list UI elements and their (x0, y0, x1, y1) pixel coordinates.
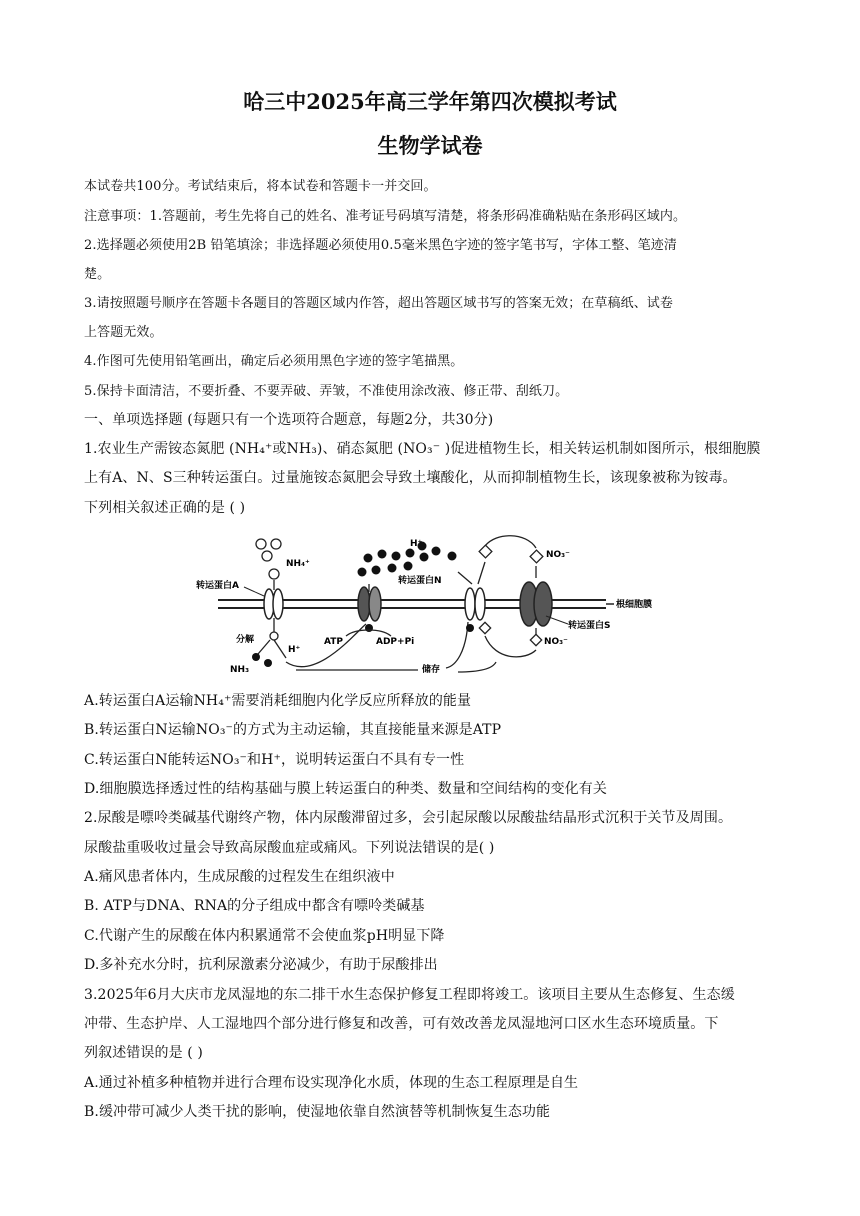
q1-stem-line-1: 1.农业生产需铵态氮肥 (NH₄⁺或NH₃)、硝态氮肥 (NO₃⁻ )促进植物生长，相关转运机制如图所示，根细胞膜 (84, 441, 761, 457)
q1-option-c: C.转运蛋白N能转运NO₃⁻和H⁺，说明转运蛋白不具有专一性 (84, 752, 465, 768)
q3-stem-line-1: 3.2025年6月大庆市龙凤湿地的东二排干水生态保护修复工程即将竣工。该项目主要从生态修复、生态缓 (84, 987, 735, 1003)
exam-subtitle: 生物学试卷 (377, 133, 483, 158)
instructions-note-2: 2.选择题必须使用2B 铅笔填涂；非选择题必须使用0.5毫米黑色字迹的签字笔书写，字体工整、笔迹清 (84, 238, 677, 253)
transporter-n (465, 588, 485, 620)
q1-option-b: B.转运蛋白N运输NO₃⁻的方式为主动运输，其直接能量来源是ATP (84, 722, 502, 738)
q2-stem-line-1: 2.尿酸是嘌呤类碱基代谢终产物，体内尿酸滞留过多，会引起尿酸以尿酸盐结晶形式沉积于关节及周围。 (84, 810, 733, 826)
q1-option-d: D.细胞膜选择透过性的结构基础与膜上转运蛋白的种类、数量和空间结构的变化有关 (84, 781, 607, 797)
no3-top-label: NO₃⁻ (546, 550, 570, 560)
q1-transport-diagram (196, 532, 700, 682)
membrane-label: 根细胞膜 (616, 600, 653, 610)
h-ion-top-label: H⁺ (410, 539, 423, 549)
adp-label: ADP+Pi (376, 637, 415, 647)
transporter-s (520, 582, 552, 626)
q2-option-b: B. ATP与DNA、RNA的分子组成中都含有嘌呤类碱基 (84, 898, 425, 914)
q1-stem-line-3: 下列相关叙述正确的是 ( ) (84, 500, 246, 516)
instructions-note-2-cont: 楚。 (84, 267, 111, 282)
section-heading: 一、单项选择题 (每题只有一个选项符合题意，每题2分，共30分) (84, 412, 494, 428)
q2-option-d: D.多补充水分时，抗利尿激素分泌减少，有助于尿酸排出 (84, 957, 438, 973)
q3-option-a: A.通过补植多种植物并进行合理布设实现净化水质，体现的生态工程原理是自生 (84, 1075, 579, 1091)
q3-stem-line-3: 列叙述错误的是 ( ) (84, 1045, 203, 1061)
decompose-label: 分解 (236, 635, 255, 645)
exam-title: 哈三中2025年高三学年第四次模拟考试 (243, 89, 617, 114)
h-ion-dots (358, 542, 457, 577)
q3-stem-line-2: 冲带、生态护岸、人工湿地四个部分进行修复和改善，可有效改善龙凤湿地河口区水生态环境质量。下 (84, 1016, 719, 1032)
nh3-label: NH₃ (230, 665, 250, 675)
instructions-note-4: 4.作图可先使用铅笔画出，确定后必须用黑色字迹的签字笔描黑。 (84, 354, 464, 369)
transporter-s-label: 转运蛋白S (568, 621, 611, 631)
atp-label: ATP (324, 637, 344, 647)
q1-option-a: A.转运蛋白A运输NH₄⁺需要消耗细胞内化学反应所释放的能量 (84, 693, 472, 709)
h-ion-bottom-label: H⁺ (288, 645, 301, 655)
q2-stem-line-2: 尿酸盐重吸收过量会导致高尿酸血症或痛风。下列说法错误的是( ) (84, 840, 495, 856)
no3-bottom-label: NO₃⁻ (544, 637, 568, 647)
instructions-note-1: 注意事项：1.答题前，考生先将自己的姓名、准考证号码填写清楚，将条形码准确粘贴在条形码区域内。 (84, 209, 687, 224)
transporter-a-label: 转运蛋白A (196, 581, 239, 591)
instructions-note-3-cont: 上答题无效。 (84, 325, 163, 340)
q2-option-a: A.痛风患者体内，生成尿酸的过程发生在组织液中 (84, 869, 395, 885)
storage-label: 储存 (422, 665, 441, 675)
nh4-label: NH₄⁺ (286, 559, 310, 569)
transporter-a (264, 589, 283, 619)
q1-stem-line-2: 上有A、N、S三种转运蛋白。过量施铵态氮肥会导致土壤酸化，从而抑制植物生长，该现象被称为铵毒。 (84, 470, 737, 486)
q3-option-b: B.缓冲带可减少人类干扰的影响，使湿地依靠自然演替等机制恢复生态功能 (84, 1104, 551, 1120)
instructions-intro: 本试卷共100分。考试结束后，将本试卷和答题卡一并交回。 (84, 179, 437, 194)
instructions-note-5: 5.保持卡面清洁，不要折叠、不要弄破、弄皱，不准使用涂改液、修正带、刮纸刀。 (84, 384, 569, 399)
transporter-n-label: 转运蛋白N (398, 576, 442, 586)
atp-pump (358, 587, 381, 621)
instructions-note-3: 3.请按照题号顺序在答题卡各题目的答题区域内作答，超出答题区域书写的答案无效；在草稿纸、试卷 (84, 296, 674, 311)
q2-option-c: C.代谢产生的尿酸在体内积累通常不会使血浆pH明显下降 (84, 928, 445, 944)
